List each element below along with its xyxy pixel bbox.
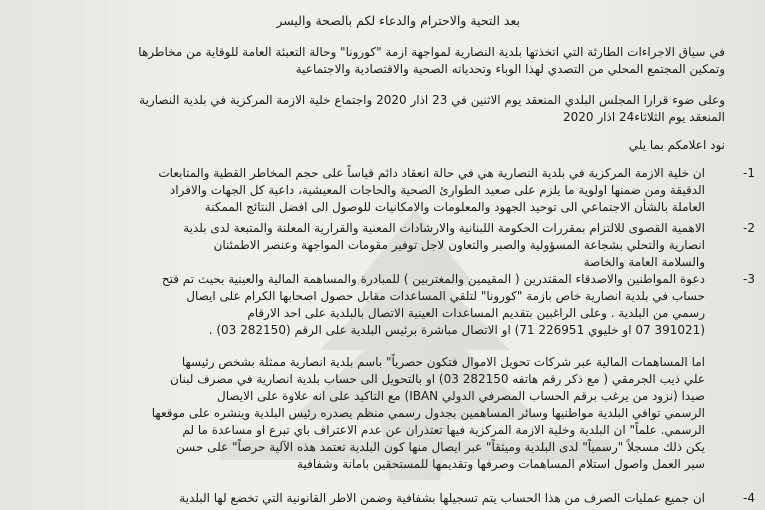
intro-line: نود اعلامكم بما يلي [628, 138, 725, 152]
paragraph-3-line-3: صيدا (نزود من يرغب برقم الحساب المصرفي الدولي IBAN) مع التاكيد على انه علاوة على الايصال [217, 389, 705, 403]
paragraph-2-line-2: المنعقد يوم الثلاثاء24 اذار 2020 [563, 110, 725, 124]
paragraph-1-line-2: وتمكين المجتمع المحلي من التصدي لهذا الوباء وتحدياته الصحية والاقتصادية والاجتماعية [295, 62, 725, 76]
item-number: -4 [743, 491, 755, 505]
item-1-line-2: الدقيقة ومن ضمنها اولوية ما يلزم على صعيد الطوارئ الصحية والحاجات المعيشية، داعية كل الجهات والافراد [169, 183, 705, 197]
greeting-line: بعد التحية والاحترام والدعاء لكم بالصحة واليسر [276, 13, 520, 28]
paragraph-3-line-1: اما المساهمات المالية عبر شركات تحويل الاموال فتكون حصرياً" باسم بلدية انصارية ممثلة بشخص رئيسها [181, 355, 705, 369]
item-1-line-3: العاملة بالشأن الاجتماعي الى توحيد الجهود والمعلومات والامكانيات للوصول الى افضل النتائج الممكنة [204, 200, 705, 214]
paragraph-3-line-7: سير العمل واصول استلام المساهمات وصرفها وتقديمها للمستحقين بامانة وشفافية [297, 457, 705, 471]
item-2-line-3: والسلامة العامة والخاصة [583, 255, 705, 269]
paragraph-3-line-4: الرسمي توافي البلدية مواطنيها وسائر المساهمين بجدول رسمي منظم يصدره رئيس البلدية وينشره على موقعها [151, 406, 705, 420]
item-2-line-2: انصارية والتحلي بشجاعة المسؤولية والصبر والتعاون لاجل توفير مقومات المواجهة وعنصر الاطمئنان [213, 238, 705, 252]
item-number: -3 [743, 272, 755, 286]
paragraph-3-line-2: علي ذيب الجرمقي ( مع ذكر رقم هاتفه 282150 03) او بالتحويل الى حساب بلدية انصارية في مصرف لبنان [170, 372, 705, 386]
item-number: -1 [743, 166, 755, 180]
item-3-line-4: (391021 07 او خليوي 226951 71) او الاتصال مباشرة برئيس البلدية على الرقم (282150 03) . [208, 323, 705, 337]
item-number: -2 [743, 221, 755, 235]
paragraph-1-line-1: في سياق الاجراءات الطارئة التي اتخذتها بلدية النصارية لمواجهة ازمة "كورونا" وحالة التعبئة العامة للوقاية من مخاطرها [138, 45, 725, 59]
item-3-line-3: رسمي من البلدية . وعلى الراغبين بتقديم المساعدات العينية الاتصال بالبلدية على احد الارقام [247, 306, 705, 320]
item-3-line-1: دعوة المواطنين والاصدقاء المقتدرين ( المقيمين والمغتربين ) للمبادرة والمساهمة المالية والعينية بحيث تم فتح [161, 272, 705, 286]
paragraph-2-line-1: وعلى ضوء قرارا المجلس البلدي المنعقد يوم الاثنين في 23 اذار 2020 واجتماع خلية الازمة المركزية في بلدية النصارية [139, 93, 725, 107]
item-4-line-1: ان جميع عمليات الصرف من هذا الحساب يتم تسجيلها بشفافية وضمن الاطر القانونية التي تخضع لها البلدية [179, 491, 705, 505]
item-1-line-1: ان خلية الازمة المركزية في بلدية النصارية هي في حالة انعقاد دائم قياساً على حجم المخاطر القطية والمتابعات [158, 166, 705, 180]
paragraph-3-line-6: يكن ذلك مسجلاً "رسمياً" لدى البلدية وميثقاً" عبر ايصال منها كون البلدية تعتمد هذه الآلية حرصاً" على حسن [176, 440, 705, 454]
item-3-line-2: حساب في بلدية انصارية خاص بازمة "كورونا" لتلقي المساعدات مقابل حصول اصحابها الكرام على ايصال [186, 289, 705, 303]
paragraph-3-line-5: الرسمي. علماً" ان البلدية وخلية الازمة المركزية فيها تعتذران عن عدم الاعتراف باي تبرع او مساعدة ما لم [182, 423, 705, 437]
item-2-line-1: الاهمية القصوى للالتزام بمقررات الحكومة اللبنانية والارشادات المعنية والقرارية المعلنة والمتبعة لدى بلدية [183, 221, 705, 235]
